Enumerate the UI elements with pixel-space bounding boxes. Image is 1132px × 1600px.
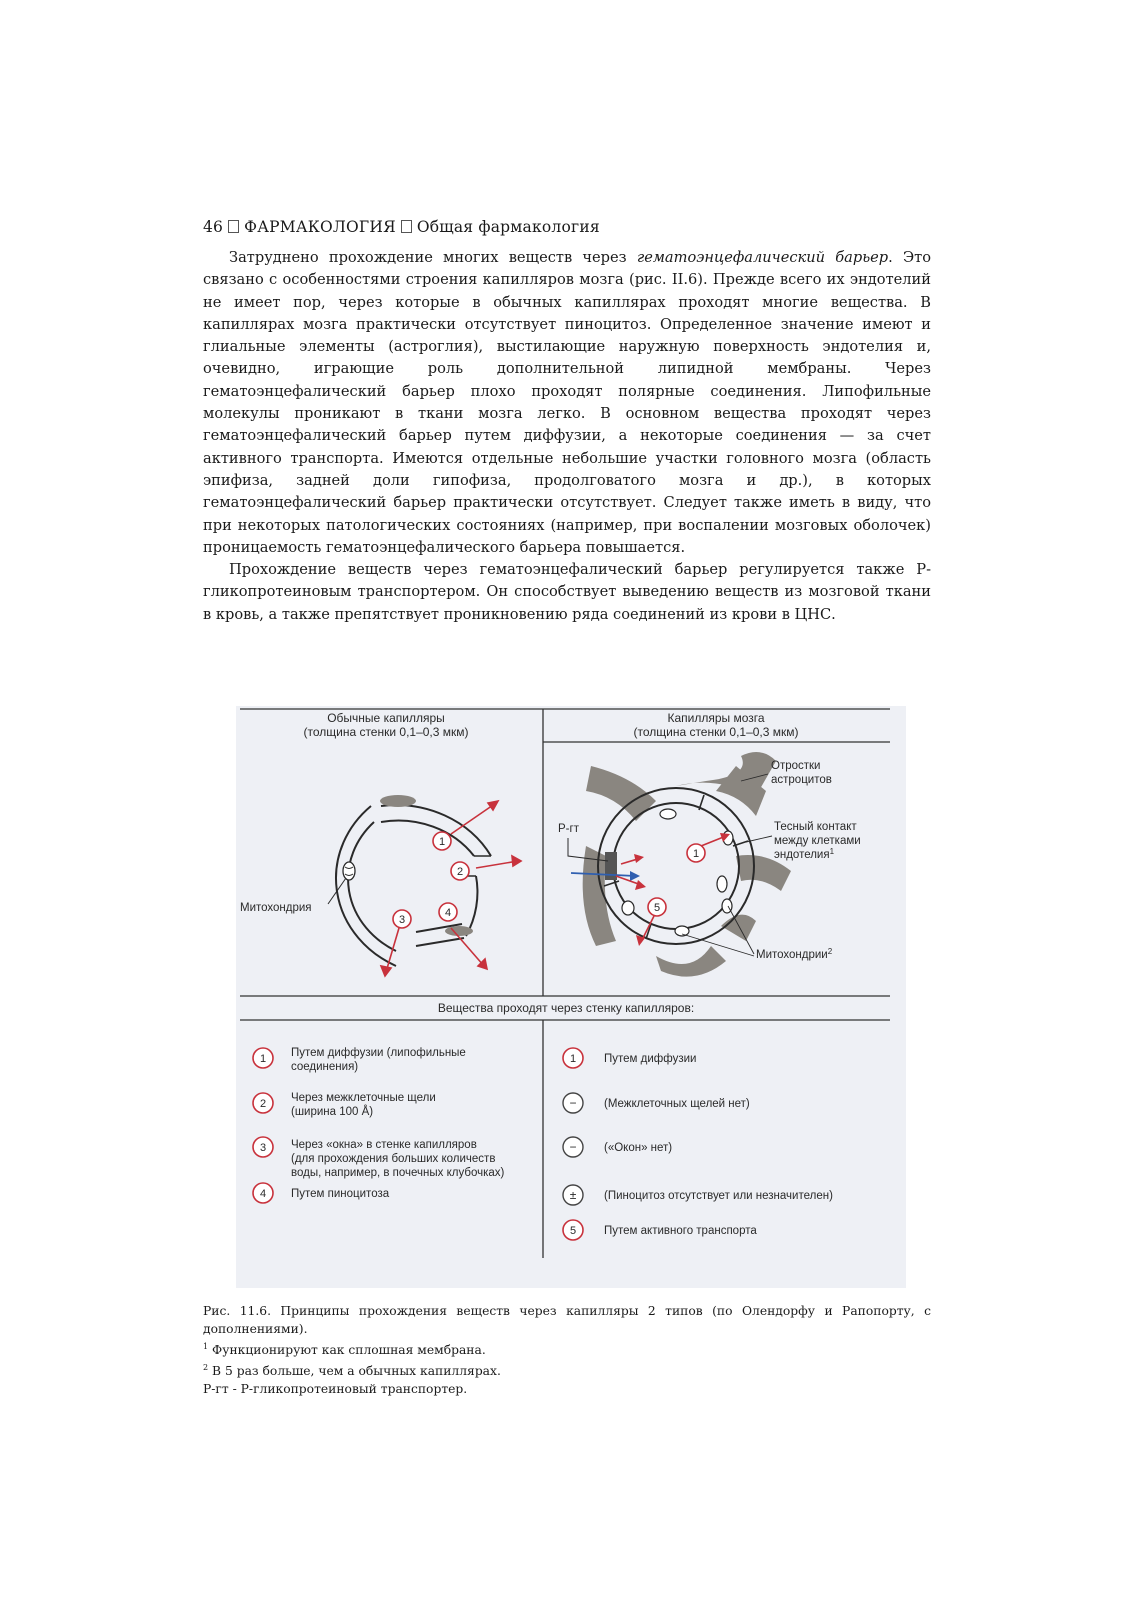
body-text <box>203 247 931 626</box>
label-tight-1: Тесный контакт <box>774 821 857 833</box>
left-row-1-line-2: соединения) <box>291 1061 359 1073</box>
right-row-1-text: Путем диффузии <box>604 1053 697 1065</box>
paragraph-1-term: гематоэнцефалический барьер <box>636 249 889 266</box>
label-tight-2: между клетками <box>774 835 861 847</box>
marker-3: 3 <box>398 914 406 926</box>
label-mitochondria-2: Митохондрии$^2$ <box>756 947 833 961</box>
figure-capillaries <box>236 706 906 1288</box>
right-row-4-symbol: ± <box>569 1188 577 1202</box>
page-number: 46 <box>203 218 224 236</box>
separator-square-icon <box>401 220 412 233</box>
section-title: Общая фармакология <box>416 218 600 236</box>
left-row-4-number: 4 <box>259 1188 267 1200</box>
left-title-1: Обычные капилляры <box>327 711 445 725</box>
ordinary-capillary <box>240 795 491 966</box>
right-row-5-symbol: 5 <box>569 1225 577 1237</box>
left-row-1-number: 1 <box>259 1053 267 1065</box>
right-row-4-text: (Пиноцитоз отсутствует или незначителен) <box>604 1190 833 1202</box>
left-row-3-line-3: воды, например, в почечных клубочках) <box>291 1167 505 1179</box>
left-row-3-line-2: (для прохождения больших количеств <box>291 1153 496 1165</box>
marker-2: 2 <box>456 866 464 878</box>
right-row-1-symbol: 1 <box>569 1053 577 1065</box>
table-header: Вещества проходят через стенку капилляров: <box>437 1001 695 1015</box>
caption-main: Рис. 11.6. Принципы прохождения веществ через капилляры 2 типов (по Олендорфу и Рапопорту, с дополнениями). <box>203 1304 931 1336</box>
label-astrocytes-2: астроцитов <box>771 774 832 786</box>
marker-4: 4 <box>444 907 452 919</box>
tight-junctions <box>604 795 748 939</box>
paragraph-1 <box>203 247 931 559</box>
brain-marker-5-label: 5 <box>653 902 661 914</box>
figure-caption <box>203 1302 931 1398</box>
footnote-3: Р-гт - Р-гликопротеиновый транспортер. <box>203 1382 468 1397</box>
label-astrocytes-1: Отростки <box>771 760 821 772</box>
label-pgt: Р-гт <box>558 823 579 835</box>
left-table <box>253 1047 505 1203</box>
right-row-3-text: («Окон» нет) <box>604 1142 673 1154</box>
running-header <box>203 218 600 236</box>
right-row-5-text: Путем активного транспорта <box>604 1225 757 1237</box>
paragraph-1-rest: . Это связано с особенностями строения капилляров мозга (рис. II.6). Прежде всего их эндотелий не имеет пор, через которые в обычных капиллярах проходят многие вещества. В капиллярах мозга практически отсутствует пиноцитоз. Определенное значение имеют и глиальные элементы (астроглия), выстилающие наружную поверхность эндотелия и, очевидно, играющие роль дополнительной липидной мембраны. Через гематоэнцефалический барьер плохо проходят полярные соединения. Липофильные молекулы проникают в ткани мозга легко. В основном вещества проходят через гематоэнцефалический барьер путем диффузии, а некоторые соединения — за счет активного транспорта. Имеются отдельные небольшие участки головного мозга (область эпифиза, задней доли гипофиза, продолговатого мозга и др.), в которых гематоэнцефалический барьер практически отсутствует. Следует также иметь в виду, что при некоторых патологических состояниях (например, при воспалении мозговых оболочек) проницаемость гематоэнцефалического барьера повышается. <box>203 249 931 556</box>
right-table <box>563 1048 833 1240</box>
figure-diagram <box>236 706 906 1288</box>
left-row-1-line-1: Путем диффузии (липофильные <box>291 1047 466 1059</box>
footnote-1: $^1$ Функционируют как сплошная мембрана. <box>203 1342 486 1358</box>
left-row-4-line-1: Путем пиноцитоза <box>291 1188 390 1200</box>
label-tight-3: эндотелия$^1$ <box>774 847 835 861</box>
astrocyte-process <box>656 946 726 977</box>
left-diagram-markers <box>393 832 469 928</box>
right-row-2-symbol: − <box>569 1096 577 1110</box>
left-row-2-line-1: Через межклеточные щели <box>291 1092 436 1104</box>
right-title-2: (толщина стенки 0,1–0,3 мкм) <box>633 725 799 739</box>
paragraph-2: Прохождение веществ через гематоэнцефалический барьер регулируется также Р-гликопротеиновым транспортером. Он способствует выведению веществ из мозговой ткани в кровь, а также препятствует проникновению ряда соединений из крови в ЦНС. <box>203 561 931 623</box>
footnote-2: $^2$ В 5 раз больше, чем а обычных капиллярах. <box>203 1363 501 1379</box>
label-mitochondria: Митохондрия <box>240 902 312 914</box>
brain-marker-1-label: 1 <box>692 848 700 860</box>
marker-1: 1 <box>438 836 446 848</box>
left-row-3-line-1: Через «окна» в стенке капилляров <box>291 1139 477 1151</box>
right-title-1: Капилляры мозга <box>667 711 765 725</box>
separator-square-icon <box>228 220 239 233</box>
left-row-3-number: 3 <box>259 1142 267 1154</box>
book-title: ФАРМАКОЛОГИЯ <box>244 218 396 236</box>
left-row-2-number: 2 <box>259 1098 267 1110</box>
paragraph-1-start: Затруднено прохождение многих веществ через <box>229 249 637 266</box>
left-title-2: (толщина стенки 0,1–0,3 мкм) <box>303 725 469 739</box>
right-row-3-symbol: − <box>569 1140 577 1154</box>
mitochondrion-icon <box>343 862 355 880</box>
transport-arrows-left <box>381 801 521 976</box>
left-row-2-line-2: (ширина 100 Å) <box>291 1106 374 1118</box>
right-row-2-text: (Межклеточных щелей нет) <box>604 1098 750 1110</box>
brain-capillary <box>558 752 861 977</box>
